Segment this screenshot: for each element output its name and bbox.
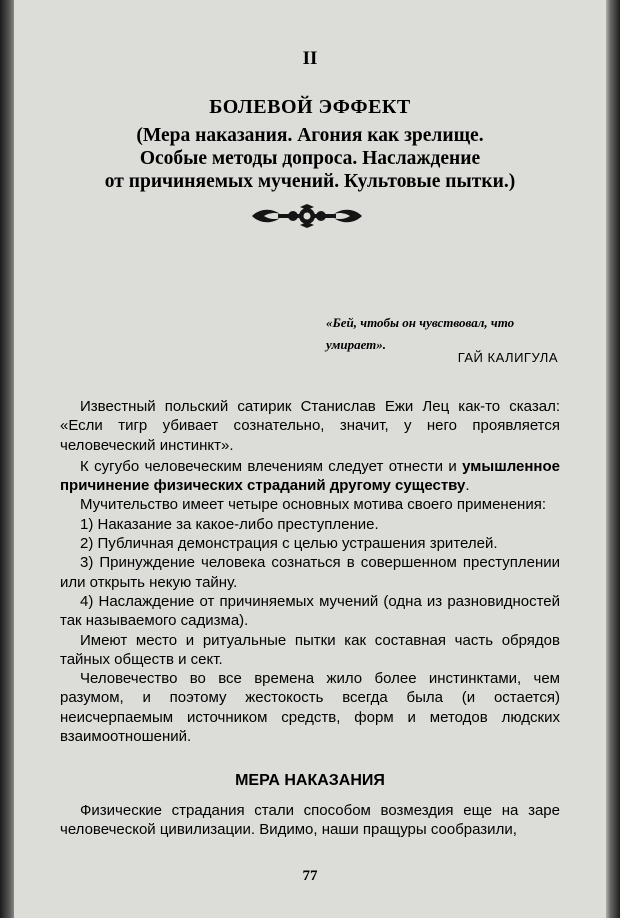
section-text bbox=[60, 801, 560, 840]
subtitle-line: (Мера наказания. Агония как зрелище. bbox=[136, 125, 484, 146]
paragraph: Человечество во все времена жило более инстинктами, чем разумом, и поэтому жестокость всегда была (и остается) неисчерпаемым источником средств, форм и методов людских взаимоотношений. bbox=[60, 670, 560, 746]
chapter-title: БОЛЕВОЙ ЭФФЕКТ bbox=[209, 96, 411, 118]
subtitle-line: Особые методы допроса. Наслаждение bbox=[139, 148, 481, 169]
paragraph-text: К сугубо человеческим влечениям следует отнести и bbox=[80, 457, 463, 475]
epigraph-author: ГАЙ КАЛИГУЛА bbox=[457, 350, 558, 365]
main-text bbox=[60, 397, 560, 746]
paragraph-text: . bbox=[465, 477, 470, 495]
paragraph bbox=[60, 457, 560, 496]
paragraph: Известный польский сатирик Станислав Ежи Лец как-то сказал: «Если тигр убивает сознательно, значит, у него проявляется человеческий инстинкт». bbox=[60, 398, 560, 454]
list-item: 3) Принуждение человека сознаться в совершенном преступлении или открыть некую тайну. bbox=[60, 554, 560, 591]
paragraph: Имеют место и ритуальные пытки как составная часть обрядов тайных обществ и сект. bbox=[60, 631, 560, 668]
paragraph: Мучительство имеет четыре основных мотива своего применения: bbox=[80, 496, 546, 514]
floral-ornament-icon bbox=[250, 204, 364, 228]
list-item: 2) Публичная демонстрация с целью устрашения зрителей. bbox=[80, 535, 498, 553]
list-item: 1) Наказание за какое-либо преступление. bbox=[80, 515, 379, 533]
chapter-number: II bbox=[302, 48, 318, 69]
section-heading: МЕРА НАКАЗАНИЯ bbox=[235, 772, 385, 789]
page-number: 77 bbox=[302, 868, 318, 884]
epigraph-quote: «Бей, чтобы он чувствовал, что умирает». bbox=[326, 315, 515, 352]
chapter-subtitle bbox=[0, 124, 620, 193]
list-item: 4) Наслаждение от причиняемых мучений (одна из разновидностей так называемого садизма). bbox=[60, 592, 560, 630]
subtitle-line: от причиняемых мучений. Культовые пытки.) bbox=[104, 171, 516, 192]
emphasis-text: умышленное причинение физических страданий другому существу bbox=[60, 457, 560, 495]
paragraph: Физические страдания стали способом возмездия еще на заре человеческой цивилизации. Видимо, наши пращуры сообразили, bbox=[60, 802, 560, 839]
